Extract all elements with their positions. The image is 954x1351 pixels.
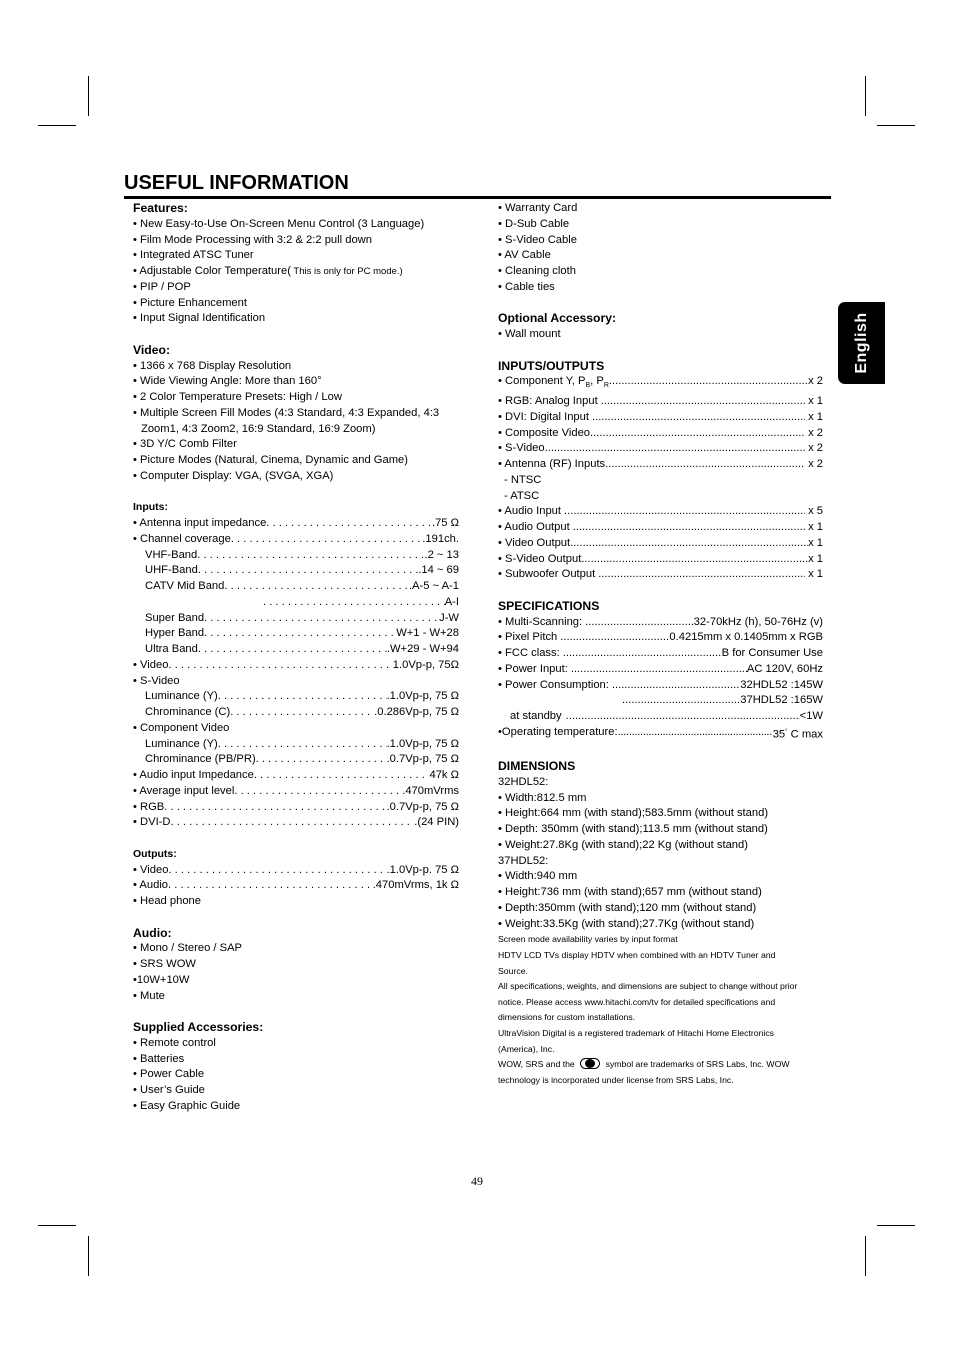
crop-mark (865, 76, 866, 116)
video-item: • Picture Modes (Natural, Cinema, Dynamic and Game) (133, 454, 409, 466)
srs-logo-icon (577, 1058, 603, 1069)
note-line: technology is incorporated under license from SRS Labs, Inc. (498, 1074, 734, 1085)
io-row: - ATSC (504, 489, 540, 502)
features-title: Features: (133, 201, 188, 215)
note-line: All specifications, weights, and dimensions are subject to change without prior (498, 981, 798, 992)
right-column (498, 201, 823, 1088)
crop-mark (865, 1236, 866, 1276)
audio-title: Audio: (133, 925, 172, 940)
features-item: • Integrated ATSC Tuner (133, 249, 254, 262)
spec-row: . . . A-I (133, 595, 459, 611)
left-column (133, 201, 459, 1115)
io-row: • RGB: Analog Input ..... x 1 (498, 394, 823, 410)
features-item: • Picture Enhancement (133, 296, 247, 309)
spec-row: Super Band . . . J-W (133, 611, 459, 627)
spec-row: • RGB . . . .0.7Vp-p, 75 Ω (133, 800, 459, 816)
video-item: • 1366 x 768 Display Resolution (133, 359, 292, 372)
dimensions-line: • Depth:350mm (with stand);120 mm (without stand) (498, 901, 757, 914)
crop-mark (88, 1236, 89, 1276)
io-row: • Component Y, $P_B$, $P_R$ ..... x 2 (498, 374, 823, 394)
spec-row: Luminance (Y) . . . .1.0Vp-p, 75 Ω (133, 737, 459, 753)
audio-item: • Mute (133, 989, 165, 1002)
note-line: dimensions for custom installations. (498, 1012, 636, 1023)
spec-row: • Channel coverage . . . .191ch. (133, 532, 459, 548)
dimensions-line: • Weight:27.8Kg (with stand);22 Kg (without stand) (498, 838, 748, 851)
specs-row: •Operating temperature: ..... 35° C max (498, 725, 823, 743)
dimensions-line: • Depth: 350mm (with stand);113.5 mm (without stand) (498, 823, 768, 836)
supplied-item: • S-Video Cable (498, 233, 577, 246)
dimensions-line: • Width:812.5 mm (498, 791, 587, 804)
dimensions-title: DIMENSIONS (498, 759, 576, 774)
supplied-item: • Cable ties (498, 280, 555, 293)
spec-row: • Average input level . . . .470mVrms (133, 784, 459, 800)
specs-row: • Multi-Scanning: ..... 32-70kHz (h), 50-76Hz (v) (498, 615, 823, 631)
features-item: • Film Mode Processing with 3:2 & 2:2 pull down (133, 233, 372, 246)
video-item: • 3D Y/C Comb Filter (133, 438, 237, 451)
outputs-title: Outputs: (133, 847, 177, 860)
spec-row: • Audio input Impedance . . . 47k Ω (133, 768, 459, 784)
video-item: • 2 Color Temperature Presets: High / Low (133, 391, 342, 403)
features-item: • New Easy-to-Use On-Screen Menu Control (3 Language) (133, 217, 425, 230)
crop-mark (38, 1225, 76, 1226)
supplied-item: • Batteries (133, 1052, 185, 1065)
pc-mode-note: This is only for PC mode.) (290, 266, 403, 277)
io-row: • Composite Video ..... x 2 (498, 426, 823, 442)
video-item: • Multiple Screen Fill Modes (4:3 Standard, 4:3 Expanded, 4:3 (133, 406, 440, 419)
crop-mark (877, 1225, 915, 1226)
specs-row: • Pixel Pitch ..... 0.4215mm x 0.1405mm x RGB (498, 630, 823, 646)
supplied-item: • Remote control (133, 1036, 216, 1049)
specs-row: • Power Input: ..... AC 120V, 60Hz (498, 662, 823, 678)
features-item: • PIP / POP (133, 280, 191, 293)
dimensions-line: • Height:664 mm (with stand);583.5mm (without stand) (498, 807, 769, 820)
io-row: • S-Video ..... x 2 (498, 441, 823, 457)
spec-row: Ultra Band . . . .W+29 - W+94 (133, 642, 459, 658)
spec-row: • Head phone (133, 895, 201, 907)
dimensions-line: 37HDL52: (498, 854, 549, 867)
supplied-item: • User’s Guide (133, 1084, 205, 1096)
spec-row: UHF-Band . . . .14 ~ 69 (133, 563, 459, 579)
crop-mark (877, 125, 915, 126)
specs-row: ..... 37HDL52 :165W (498, 693, 823, 709)
supplied-item: • Cleaning cloth (498, 265, 576, 277)
supplied-title: Supplied Accessories: (133, 1020, 264, 1034)
page-number: 49 (471, 1174, 483, 1188)
supplied-item: • Power Cable (133, 1068, 205, 1081)
specs-title: SPECIFICATIONS (498, 598, 600, 613)
spec-row: CATV Mid Band . . . .A-5 ~ A-1 (133, 579, 459, 595)
spec-row: • S-Video (133, 674, 180, 687)
spec-row: Hyper Band . . . W+1 - W+28 (133, 626, 459, 642)
io-row: • Antenna (RF) Inputs ..... x 2 (498, 457, 823, 473)
audio-item: • Mono / Stereo / SAP (133, 942, 243, 955)
note-line: notice. Please access www.hitachi.com/tv for detailed specifications and (498, 996, 776, 1007)
dimensions-line: 32HDL52: (498, 775, 549, 788)
features-item: • Input Signal Identification (133, 312, 266, 325)
spec-row: • Video . . . .1.0Vp-p. 75 Ω (133, 863, 459, 879)
supplied-item: • D-Sub Cable (498, 217, 570, 230)
note-line: (America), Inc. (498, 1043, 555, 1054)
specs-row: • FCC class: ..... B for Consumer Use (498, 646, 823, 662)
io-title: INPUTS/OUTPUTS (498, 358, 605, 373)
specs-row: • Power Consumption: ..... 32HDL52 :145W (498, 678, 823, 694)
page-title: USEFUL INFORMATION (124, 172, 349, 194)
note-line: Screen mode availability varies by input format (498, 934, 678, 945)
note-line: Source. (498, 965, 528, 976)
note-line: HDTV LCD TVs display HDTV when combined with an HDTV Tuner and (498, 950, 776, 961)
crop-mark (88, 76, 89, 116)
spec-row: Chrominance (PB/PR) . . . .0.7Vp-p, 75 Ω (133, 752, 459, 768)
audio-item: • SRS WOW (133, 958, 196, 970)
io-row: - NTSC (504, 473, 542, 486)
note-line: WOW, SRS and the symbol are trademarks of SRS Labs, Inc. WOW (498, 1059, 790, 1070)
dimensions-line: • Height:736 mm (with stand);657 mm (without stand) (498, 886, 762, 899)
video-item: • Wide Viewing Angle: More than 160° (133, 375, 322, 388)
dimensions-line: • Weight:33.5Kg (with stand);27.7Kg (without stand) (498, 917, 755, 930)
video-title: Video: (133, 342, 171, 357)
note-line: UltraVision Digital is a registered trademark of Hitachi Home Electronics (498, 1028, 775, 1039)
io-row: • Video Output ..... x 1 (498, 536, 823, 552)
io-row: • DVI: Digital Input ..... x 1 (498, 410, 823, 426)
crop-mark (38, 125, 76, 126)
io-row: • S-Video Output ..... x 1 (498, 552, 823, 568)
spec-row: • Video . . . 1.0Vp-p, 75Ω (133, 658, 459, 674)
spec-row: • DVI-D . . . .(24 PIN) (133, 815, 459, 831)
language-tab (838, 302, 885, 384)
spec-row: Luminance (Y) . . . .1.0Vp-p, 75 Ω (133, 689, 459, 705)
supplied-item: • Easy Graphic Guide (133, 1099, 241, 1112)
io-row: • Audio Input ..... x 5 (498, 504, 823, 520)
spec-row: Chrominance (C) . . . .0.286Vp-p, 75 Ω (133, 705, 459, 721)
io-row: • Audio Output ..... x 1 (498, 520, 823, 536)
spec-row: VHF-Band . . . .2 ~ 13 (133, 548, 459, 564)
supplied-item: • AV Cable (498, 249, 551, 262)
features-item: • Adjustable Color Temperature( This is only for PC mode.) (133, 265, 403, 277)
specs-row: at standby ..... <1W (498, 709, 823, 725)
title-rule (124, 196, 831, 199)
spec-row: • Component Video (133, 721, 230, 734)
dimensions-line: • Width:940 mm (498, 870, 578, 883)
video-item: Zoom1, 4:3 Zoom2, 16:9 Standard, 16:9 Zoom) (141, 422, 376, 435)
video-item: • Computer Display: VGA, (SVGA, XGA) (133, 469, 334, 482)
optional-item: • Wall mount (498, 328, 561, 340)
optional-title: Optional Accessory: (498, 311, 617, 326)
supplied-item: • Warranty Card (498, 202, 578, 214)
io-row: • Subwoofer Output ..... x 1 (498, 567, 823, 583)
spec-row: • Antenna input impedance . . . .75 Ω (133, 516, 459, 532)
audio-item: •10W+10W (133, 973, 190, 986)
spec-row: • Audio . . . .470mVrms, 1k Ω (133, 878, 459, 894)
inputs-title: Inputs: (133, 501, 168, 514)
language-tab-label: English (852, 312, 870, 374)
